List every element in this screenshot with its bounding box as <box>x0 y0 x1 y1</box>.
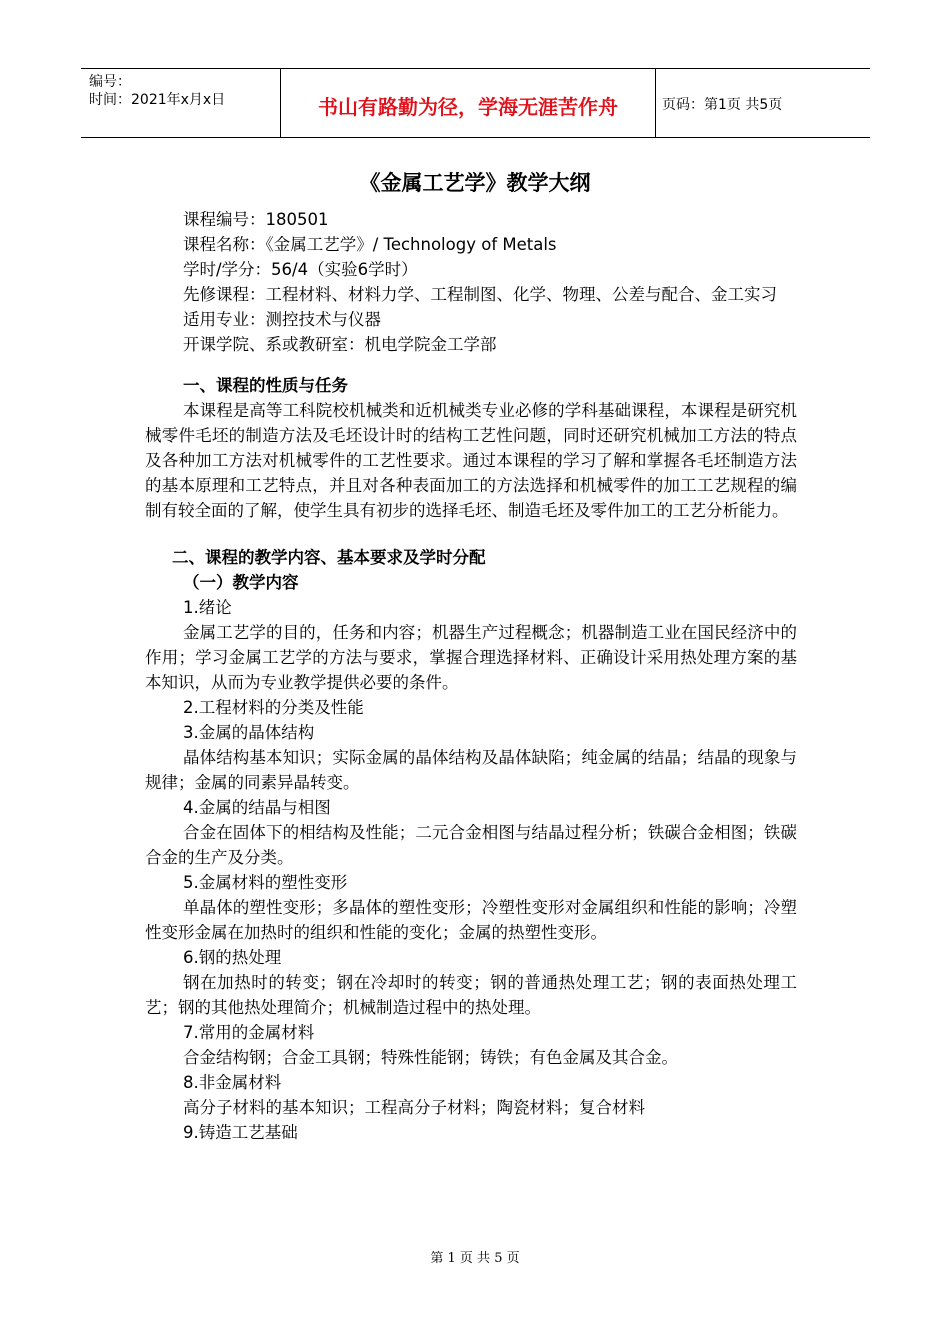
document-title: 《金属工艺学》教学大纲 <box>359 171 591 195</box>
item-text: 金属工艺学的目的，任务和内容；机器生产过程概念；机器制造工业在国民经济中的作用；学习金属工艺学的方法与要求，掌握合理选择材料、正确设计采用热处理方案的基本知识，从而为专业教学提供必要的条件。 <box>145 623 797 692</box>
header-left-cell <box>81 69 281 137</box>
document-number-label: 编号： <box>89 74 131 90</box>
course-hours: 学时/学分：56/4（实验6学时） <box>183 260 418 279</box>
document-time-label: 时间：2021年x月x日 <box>89 92 226 108</box>
course-college: 开课学院、系或教研室：机电学院金工学部 <box>183 335 497 354</box>
item-title: 6.钢的热处理 <box>183 948 282 967</box>
course-prerequisites: 先修课程：工程材料、材料力学、工程制图、化学、物理、公差与配合、金工实习 <box>183 285 777 304</box>
item-text: 合金在固体下的相结构及性能；二元合金相图与结晶过程分析；铁碳合金相图；铁碳合金的生产及分类。 <box>145 823 797 867</box>
item-text: 晶体结构基本知识；实际金属的晶体结构及晶体缺陷；纯金属的结晶；结晶的现象与规律；金属的同素异晶转变。 <box>145 748 797 792</box>
course-name: 课程名称：《金属工艺学》/ Technology of Metals <box>183 235 557 254</box>
item-title: 8.非金属材料 <box>183 1073 282 1092</box>
item-text: 钢在加热时的转变；钢在冷却时的转变；钢的普通热处理工艺；钢的表面热处理工艺；钢的其他热处理简介；机械制造过程中的热处理。 <box>145 973 797 1017</box>
item-title: 9.铸造工艺基础 <box>183 1123 298 1142</box>
item-text: 高分子材料的基本知识；工程高分子材料；陶瓷材料；复合材料 <box>183 1098 645 1117</box>
item-title: 2.工程材料的分类及性能 <box>183 698 364 717</box>
header-page-info: 页码：第1页 共5页 <box>662 97 783 113</box>
item-title: 4.金属的结晶与相图 <box>183 798 331 817</box>
item-title: 1.绪论 <box>183 598 232 617</box>
item-title: 5.金属材料的塑性变形 <box>183 873 348 892</box>
item-title: 7.常用的金属材料 <box>183 1023 315 1042</box>
item-text: 合金结构钢；合金工具钢；特殊性能钢；铸铁；有色金属及其合金。 <box>183 1048 678 1067</box>
item-text: 单晶体的塑性变形；多晶体的塑性变形；冷塑性变形对金属组织和性能的影响；冷塑性变形金属在加热时的组织和性能的变化；金属的热塑性变形。 <box>145 898 797 942</box>
section2-heading: 二、课程的教学内容、基本要求及学时分配 <box>172 548 486 567</box>
section2-subheading: （一）教学内容 <box>183 573 299 592</box>
header-motto: 书山有路勤为径，学海无涯苦作舟 <box>281 69 656 137</box>
section1-text: 本课程是高等工科院校机械类和近机械类专业必修的学科基础课程，本课程是研究机械零件毛坯的制造方法及毛坯设计时的结构工艺性问题，同时还研究机械加工方法的特点及各种加工方法对机械零件的工艺性要求。通过本课程的学习了解和掌握各毛坯制造方法的基本原理和工艺特点，并且对各种表面加工的方法选择和机械零件的加工工艺规程的编制有较全面的了解，使学生具有初步的选择毛坯、制造毛坯及零件加工的工艺分析能力。 <box>145 401 797 520</box>
course-code: 课程编号：180501 <box>183 210 329 229</box>
item-title: 3.金属的晶体结构 <box>183 723 315 742</box>
header-table <box>81 68 870 138</box>
page-footer: 第 1 页 共 5 页 <box>430 1251 520 1266</box>
document-body <box>145 207 797 1145</box>
section1-heading: 一、课程的性质与任务 <box>183 376 348 395</box>
course-major: 适用专业：测控技术与仪器 <box>183 310 381 329</box>
